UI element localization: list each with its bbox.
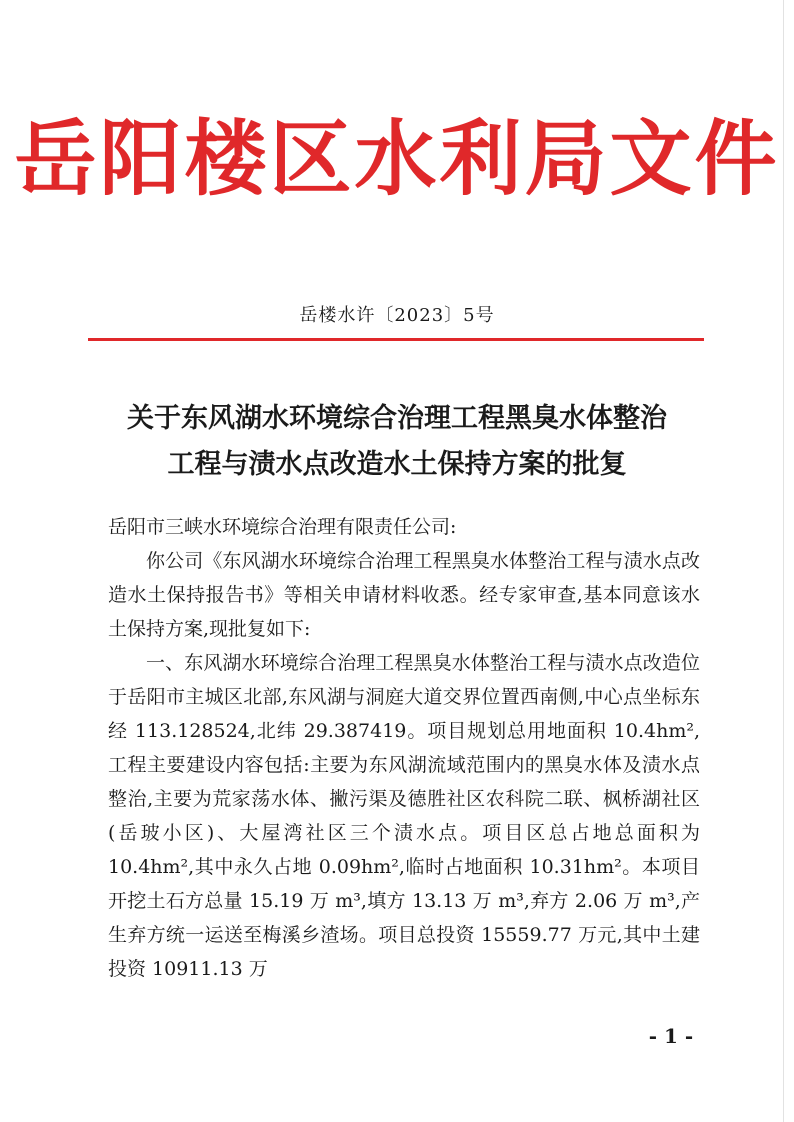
addressee: 岳阳市三峡水环境综合治理有限责任公司: bbox=[108, 516, 457, 538]
page-number: - 1 - bbox=[648, 1024, 694, 1048]
document-masthead: 岳阳楼区水利局文件 bbox=[14, 111, 780, 207]
title-line-2: 工程与渍水点改造水土保持方案的批复 bbox=[167, 449, 627, 480]
body-paragraph-1: 你公司《东风湖水环境综合治理工程黑臭水体整治工程与渍水点改造水土保持报告书》等相关申请材料收悉。经专家审查,基本同意该水土保持方案,现批复如下: bbox=[108, 550, 700, 640]
title-line-1: 关于东风湖水环境综合治理工程黑臭水体整治 bbox=[127, 403, 667, 434]
red-separator-line bbox=[88, 338, 704, 341]
document-title bbox=[60, 396, 734, 488]
body-paragraph-2: 一、东风湖水环境综合治理工程黑臭水体整治工程与渍水点改造位于岳阳市主城区北部,东风湖与洞庭大道交界位置西南侧,中心点坐标东经 113.128524,北纬 29.387419。项目规划总用地面积 10.4hm²,工程主要建设内容包括:主要为东风湖流域范围内的黑臭水体及渍水点整治,主要为荒家荡水体、撇污渠及德胜社区农科院二联、枫桥湖社区(岳玻小区)、大屋湾社区三个渍水点。项目区总占地总面积为 10.4hm²,其中永久占地 0.09hm²,临时占地面积 10.31hm²。本项目开挖土石方总量 15.19 万 m³,填方 13.13 万 m³,弃方 2.06 万 m³,产生弃方统一运送至梅溪乡渣场。项目总投资 15559.77 万元,其中土建投资 10911.13 万 bbox=[108, 652, 700, 980]
document-number: 岳楼水许〔2023〕5号 bbox=[299, 305, 495, 326]
document-body bbox=[108, 510, 700, 986]
